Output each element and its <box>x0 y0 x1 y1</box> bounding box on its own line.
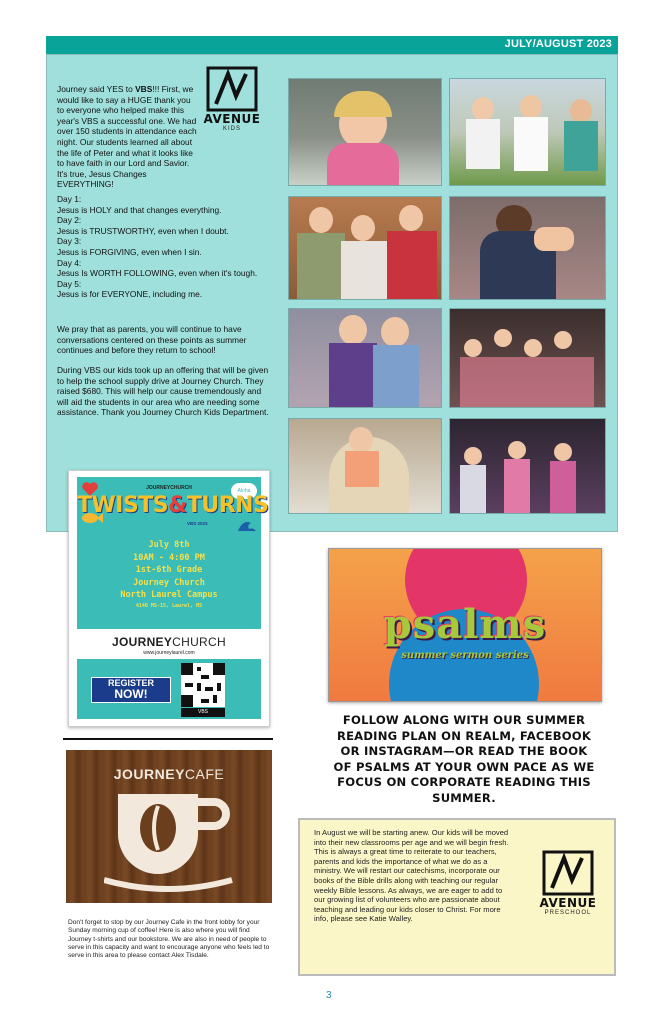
journey-cafe-graphic <box>66 750 272 903</box>
vbs-intro-rest: !!! First, we would like to say a HUGE thank you to everyone who helped make this year's VBS a successful one. We had over 150 students in attendance each night. Our students learned all about the life of Peter and what it looks like to have faith in our Lord and Savior. It's true, Jesus Changes EVERYTHING! <box>57 84 197 190</box>
flyer-title-2: TURNS <box>186 493 269 518</box>
psalms-subtitle: summer sermon series <box>401 650 529 661</box>
flyer-footer-brand <box>69 635 269 649</box>
flyer-place-1: Journey Church <box>133 577 205 588</box>
qr-label: VBS <box>181 708 225 717</box>
flyer-title-amp: & <box>168 493 187 518</box>
flyer-year: VBS 2023 <box>187 521 208 526</box>
vbs-para-3: During VBS our kids took up an offering that will be given to help the school supply drive at Journey Church. They raised $680. This will help our cause tremendously and will aid the students in our area who are needing some assistance. Thank you Journey Church Kids Department. <box>57 365 269 418</box>
cafe-logo <box>66 766 272 782</box>
vbs-intro <box>57 84 197 190</box>
preschool-logo-sub: PRESCHOOL <box>544 910 592 916</box>
avenue-kids-logo <box>196 66 268 138</box>
photo-girl-smiling <box>288 78 442 186</box>
flyer-place-2: North Laurel Campus <box>120 590 218 600</box>
photo-boy-praying <box>449 196 606 300</box>
psalms-graphic <box>328 548 602 702</box>
flyer-footer-brand-2: CHURCH <box>172 635 226 649</box>
flyer-title-1: TWISTS <box>77 493 169 518</box>
preschool-text: In August we will be starting anew. Our kids will be moved into their new classrooms per age and we will begin fresh. This is always a great time to reiterate to our teachers, parents and kids the importance of what we do as a ministry. We will restart our catechisms, incorporate our books of the Bible drills along with teaching our regular weekly Bible lessons. As always, we are eager to add to our growing list of volunteers who are passionate about teaching and leading our kids closer to Christ. For more info, please see Katie Walley. <box>314 828 509 924</box>
avenue-mark-icon <box>206 66 258 112</box>
day-3-text: Jesus is FORGIVING, even when I sin. <box>57 246 202 257</box>
psalms-title: psalms <box>383 601 547 648</box>
photo-kids-performing <box>449 418 606 514</box>
preschool-logo-name: AVENUE <box>539 896 597 910</box>
photo-kids-seated <box>449 308 606 408</box>
issue-date: JULY/AUGUST 2023 <box>504 38 612 50</box>
flyer-details <box>77 539 261 610</box>
day-1-text: Jesus is HOLY and that changes everything. <box>57 204 222 215</box>
day-3-label: Day 3: <box>57 236 82 247</box>
photo-kids-outdoors <box>449 78 606 186</box>
flyer-website: www.journeylaurel.com <box>143 650 195 656</box>
vbs-flyer <box>68 470 270 727</box>
flyer-address: 4140 MS-15, Laurel, MS <box>135 602 203 609</box>
flyer-top <box>77 477 269 629</box>
day-5-text: Jesus is for EVERYONE, including me. <box>57 289 203 300</box>
cafe-logo-2: CAFE <box>184 766 225 782</box>
day-1-label: Day 1: <box>57 194 82 204</box>
photo-girl-slide <box>288 418 442 514</box>
avenue-preschool-mark-icon <box>542 850 594 896</box>
cafe-logo-1: JOURNEY <box>113 766 185 782</box>
section-divider <box>63 738 273 740</box>
vbs-bold: VBS <box>135 84 153 94</box>
register-label-1: REGISTER <box>107 678 154 688</box>
flyer-footer-brand-1: JOURNEY <box>112 635 173 649</box>
wave-icon <box>237 517 257 538</box>
photo-two-girls <box>288 308 442 408</box>
header-bar <box>46 36 618 54</box>
day-5-label: Day 5: <box>57 278 82 289</box>
flyer-title <box>77 493 269 518</box>
page-number: 3 <box>326 990 332 1001</box>
vbs-para-2: We pray that as parents, you will continue to have conversations centered on these points as summer continues and before they return to school! <box>57 324 247 356</box>
day-4-text: Jesus Is WORTH FOLLOWING, even when it's tough. <box>57 268 258 279</box>
photo-three-boys <box>288 196 442 300</box>
avenue-preschool-logo <box>530 850 606 916</box>
flyer-grades: 1st-6th Grade <box>135 565 203 575</box>
vbs-intro-start: Journey said YES to <box>57 84 133 94</box>
aloha-tag: Aloha <box>231 483 257 499</box>
flyer-time: 10AM - 4:00 PM <box>133 552 205 563</box>
register-label-2: NOW! <box>114 687 148 701</box>
day-4-label: Day 4: <box>57 257 82 268</box>
coffee-cup-icon <box>104 788 234 898</box>
flyer-register-area <box>77 659 261 719</box>
qr-code-icon[interactable] <box>181 663 225 707</box>
flyer-brand: JOURNEYCHURCH <box>146 485 192 491</box>
avenue-name: AVENUE <box>203 112 261 126</box>
cafe-text: Don't forget to stop by our Journey Cafe in the front lobby for your Sunday morning cup of coffee! Here is also where you will find Journey t-shirts and our bookstore. We are also in need of people to serve in this capacity and want to encourage anyone who feels led to serve in this area to please contact Alex Tisdale. <box>68 919 270 960</box>
day-2-label: Day 2: <box>57 215 82 226</box>
avenue-sub: KIDS <box>222 126 241 132</box>
vbs-days <box>57 194 273 300</box>
flyer-date: July 8th <box>148 540 190 550</box>
day-2-text: Jesus is TRUSTWORTHY, even when I doubt. <box>57 225 229 236</box>
follow-along-text: FOLLOW ALONG WITH OUR SUMMER READING PLAN ON REALM, FACEBOOK OR INSTAGRAM—OR READ THE BOOK OF PSALMS AT YOUR OWN PACE AS WE FOCUS ON CORPORATE READING THIS SUMMER. <box>333 713 595 805</box>
register-now-button[interactable] <box>91 677 171 703</box>
